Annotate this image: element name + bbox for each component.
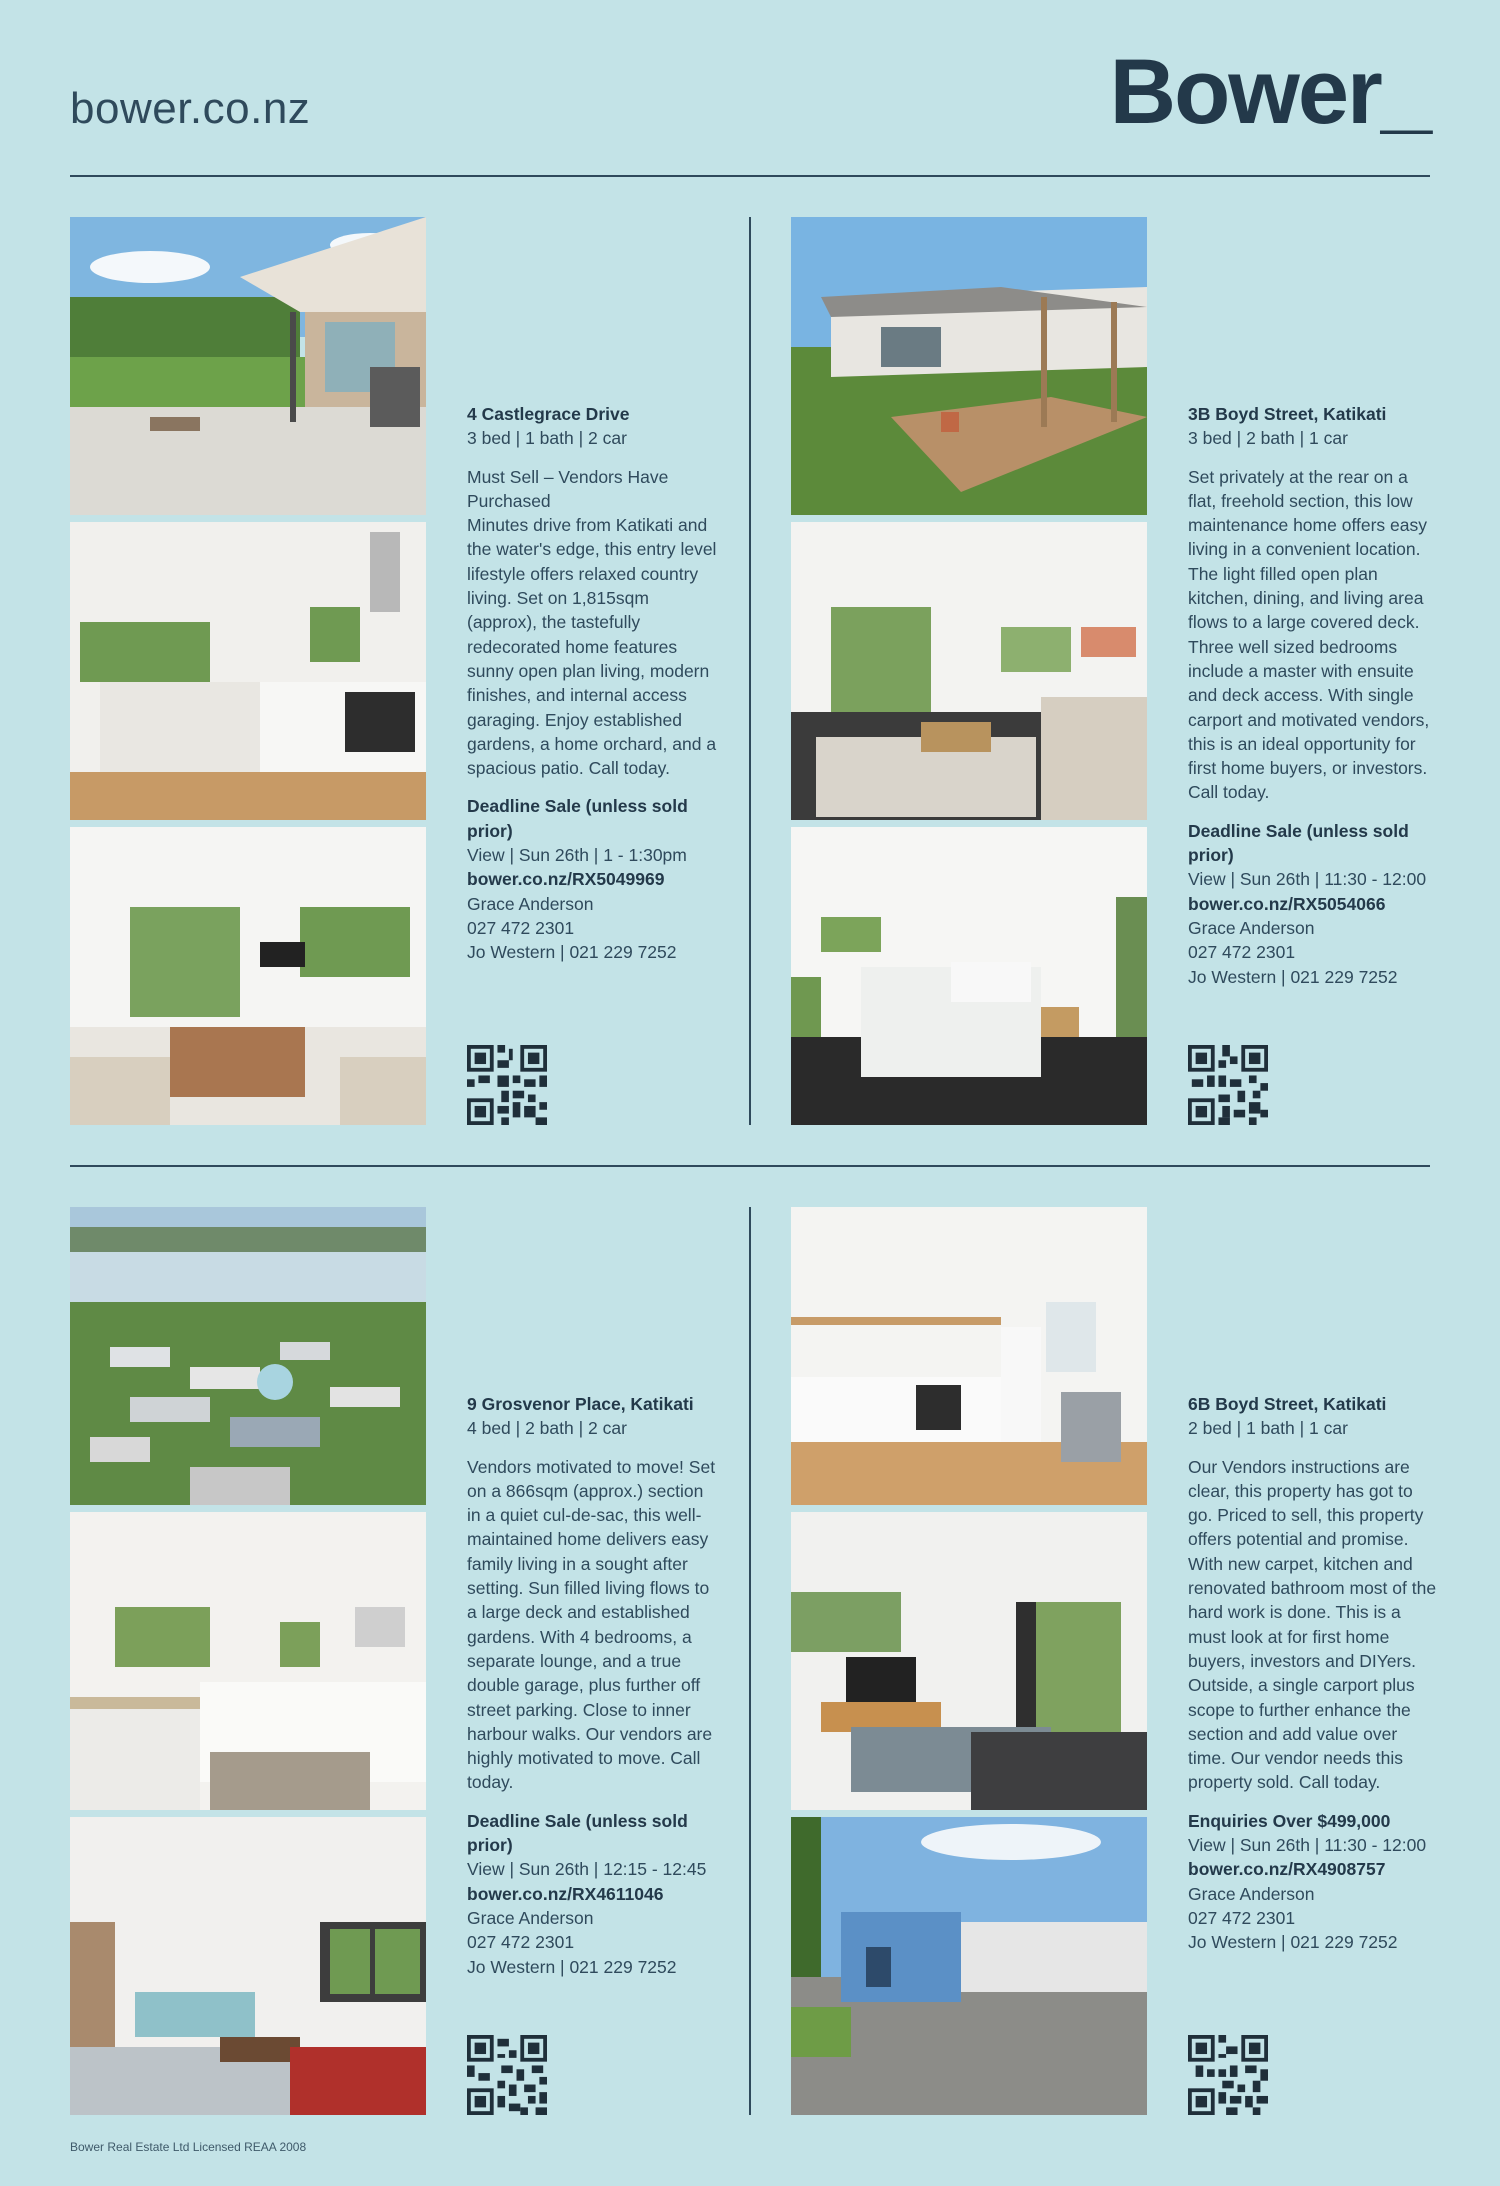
listing-card-3[interactable] (70, 1207, 720, 2115)
bower-logo: Bower_ (1109, 41, 1430, 143)
listing-info (467, 1392, 717, 1979)
agent-phone[interactable]: 027 472 2301 (1188, 942, 1296, 963)
divider-vertical-bottom (749, 1207, 751, 2115)
kitchen-photo[interactable] (791, 1207, 1147, 1505)
patio-photo[interactable] (70, 217, 426, 515)
listing-card-4[interactable] (791, 1207, 1441, 2115)
listing-description: Set privately at the rear on a flat, freehold section, this low maintenance home offers easy living in a convenient location. The light filled open plan kitchen, dining, and living area flows to a large covered deck. Three well sized bedrooms include a master with ensuite and deck access. With single carport and motivated vendors, this is an ideal opportunity for first home buyers, or investors. Call today. (1188, 466, 1430, 803)
listing-specs: 3 bed | 1 bath | 2 car (467, 428, 627, 449)
sale-method: Deadline Sale (unless sold prior) (1188, 820, 1409, 866)
listing-info (1188, 1392, 1438, 1955)
agent-2-contact[interactable]: Jo Western | 021 229 7252 (467, 1956, 677, 1977)
open-home-time: View | Sun 26th | 1 - 1:30pm (467, 845, 687, 866)
qr-code-icon[interactable] (467, 2035, 547, 2115)
qr-code-icon[interactable] (1188, 2035, 1268, 2115)
divider-middle (70, 1165, 1430, 1167)
listing-specs: 3 bed | 2 bath | 1 car (1188, 428, 1348, 449)
listing-link[interactable]: bower.co.nz/RX4908757 (1188, 1859, 1386, 1880)
sale-method: Deadline Sale (unless sold prior) (467, 1810, 688, 1856)
agent-phone[interactable]: 027 472 2301 (467, 917, 575, 938)
agent-2-contact[interactable]: Jo Western | 021 229 7252 (1188, 1932, 1398, 1953)
open-home-time: View | Sun 26th | 11:30 - 12:00 (1188, 869, 1427, 890)
lounge-photo[interactable] (791, 522, 1147, 820)
listing-description: Must Sell – Vendors Have Purchased Minutes drive from Katikati and the water's edge, this entry level lifestyle offers relaxed country living. Set on 1,815sqm (approx), the tastefully redecorated home features sunny open plan living, modern finishes, and internal access garaging. Enjoy established gardens, a home orchard, and a spacious patio. Call today. (467, 466, 717, 779)
agent-phone[interactable]: 027 472 2301 (1188, 1907, 1296, 1928)
listing-address: 9 Grosvenor Place, Katikati (467, 1394, 694, 1414)
listing-card-2[interactable] (791, 217, 1441, 1125)
living-room-photo[interactable] (70, 827, 426, 1125)
agent-name: Grace Anderson (467, 1907, 594, 1928)
listing-address: 4 Castlegrace Drive (467, 404, 630, 424)
agent-2-contact[interactable]: Jo Western | 021 229 7252 (467, 942, 677, 963)
kitchen-photo[interactable] (70, 1512, 426, 1810)
listing-link[interactable]: bower.co.nz/RX4611046 (467, 1883, 664, 1904)
listing-address: 3B Boyd Street, Katikati (1188, 404, 1387, 424)
listing-specs: 4 bed | 2 bath | 2 car (467, 1418, 627, 1439)
listing-card-1[interactable] (70, 217, 720, 1125)
lounge-photo[interactable] (70, 1817, 426, 2115)
sale-method: Deadline Sale (unless sold prior) (467, 796, 688, 841)
kitchen-photo[interactable] (70, 522, 426, 820)
listing-specs: 2 bed | 1 bath | 1 car (1188, 1418, 1348, 1439)
listing-description: Our Vendors instructions are clear, this property has got to go. Priced to sell, this property offers potential and promise. With new carpet, kitchen and renovated bathroom most of the hard work is done. This is a must look at for first home buyers, investors and DIYers. Outside, a single carport plus scope to further enhance the section and add value over time. Our vendor needs this property sold. Call today. (1188, 1456, 1437, 1793)
listing-link[interactable]: bower.co.nz/RX5049969 (467, 869, 665, 890)
aerial-photo[interactable] (70, 1207, 426, 1505)
divider-vertical-top (749, 217, 751, 1125)
listing-info (467, 402, 717, 965)
site-url[interactable]: bower.co.nz (70, 84, 311, 133)
qr-code-icon[interactable] (467, 1045, 547, 1125)
agent-name: Grace Anderson (467, 893, 594, 914)
agent-phone[interactable]: 027 472 2301 (467, 1932, 575, 1953)
listing-address: 6B Boyd Street, Katikati (1188, 1394, 1387, 1414)
sale-method: Enquiries Over $499,000 (1188, 1810, 1391, 1831)
listing-link[interactable]: bower.co.nz/RX5054066 (1188, 893, 1386, 914)
footer-license: Bower Real Estate Ltd Licensed REAA 2008 (70, 2140, 307, 2154)
open-home-time: View | Sun 26th | 11:30 - 12:00 (1188, 1835, 1427, 1856)
listing-info (1188, 402, 1438, 989)
bedroom-photo[interactable] (791, 827, 1147, 1125)
exterior-photo[interactable] (791, 1817, 1147, 2115)
page-header (70, 40, 1430, 170)
open-home-time: View | Sun 26th | 12:15 - 12:45 (467, 1859, 707, 1880)
deck-photo[interactable] (791, 217, 1147, 515)
divider-top (70, 175, 1430, 177)
qr-code-icon[interactable] (1188, 1045, 1268, 1125)
lounge-photo[interactable] (791, 1512, 1147, 1810)
agent-name: Grace Anderson (1188, 1883, 1315, 1904)
listing-description: Vendors motivated to move! Set on a 866sqm (approx.) section in a quiet cul-de-sac, this well-maintained home delivers easy family living in a sought after setting. Sun filled living flows to a large deck and established gardens. With 4 bedrooms, a separate lounge, and a true double garage, plus further off street parking. Close to inner harbour walks. Our vendors are highly motivated to move. Call today. (467, 1456, 716, 1793)
agent-name: Grace Anderson (1188, 917, 1315, 938)
agent-2-contact[interactable]: Jo Western | 021 229 7252 (1188, 966, 1398, 987)
